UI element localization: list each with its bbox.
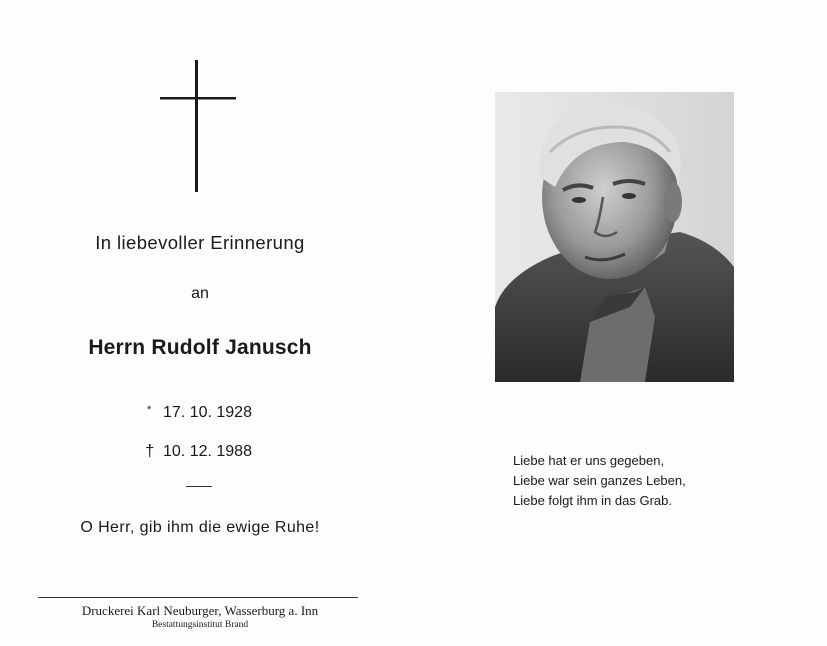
prayer-text: O Herr, gib ihm die ewige Ruhe!	[80, 519, 320, 536]
separator-dash	[186, 486, 212, 487]
preposition-text: an	[191, 285, 209, 302]
cross-icon	[160, 60, 236, 192]
printer-credit: Druckerei Karl Neuburger, Wasserburg a. Inn	[81, 603, 319, 618]
poem	[513, 451, 686, 511]
undertaker-credit: Bestattungsinstitut Brand	[151, 620, 249, 630]
death-dagger-icon: †	[145, 441, 155, 460]
poem-line: Liebe folgt ihm in das Grab.	[513, 493, 672, 508]
footer-divider	[38, 597, 358, 598]
poem-line: Liebe war sein ganzes Leben,	[513, 473, 686, 488]
birth-date: 17. 10. 1928	[163, 404, 252, 421]
memorial-heading: In liebevoller Erinnerung	[95, 232, 305, 253]
birth-date-line	[147, 404, 252, 422]
birth-star-icon: *	[147, 404, 152, 416]
portrait-photo	[495, 92, 734, 382]
poem-line: Liebe hat er uns gegeben,	[513, 453, 665, 468]
deceased-name: Herrn Rudolf Janusch	[88, 336, 312, 359]
death-date: 10. 12. 1988	[163, 443, 252, 460]
death-date-line	[145, 441, 252, 461]
